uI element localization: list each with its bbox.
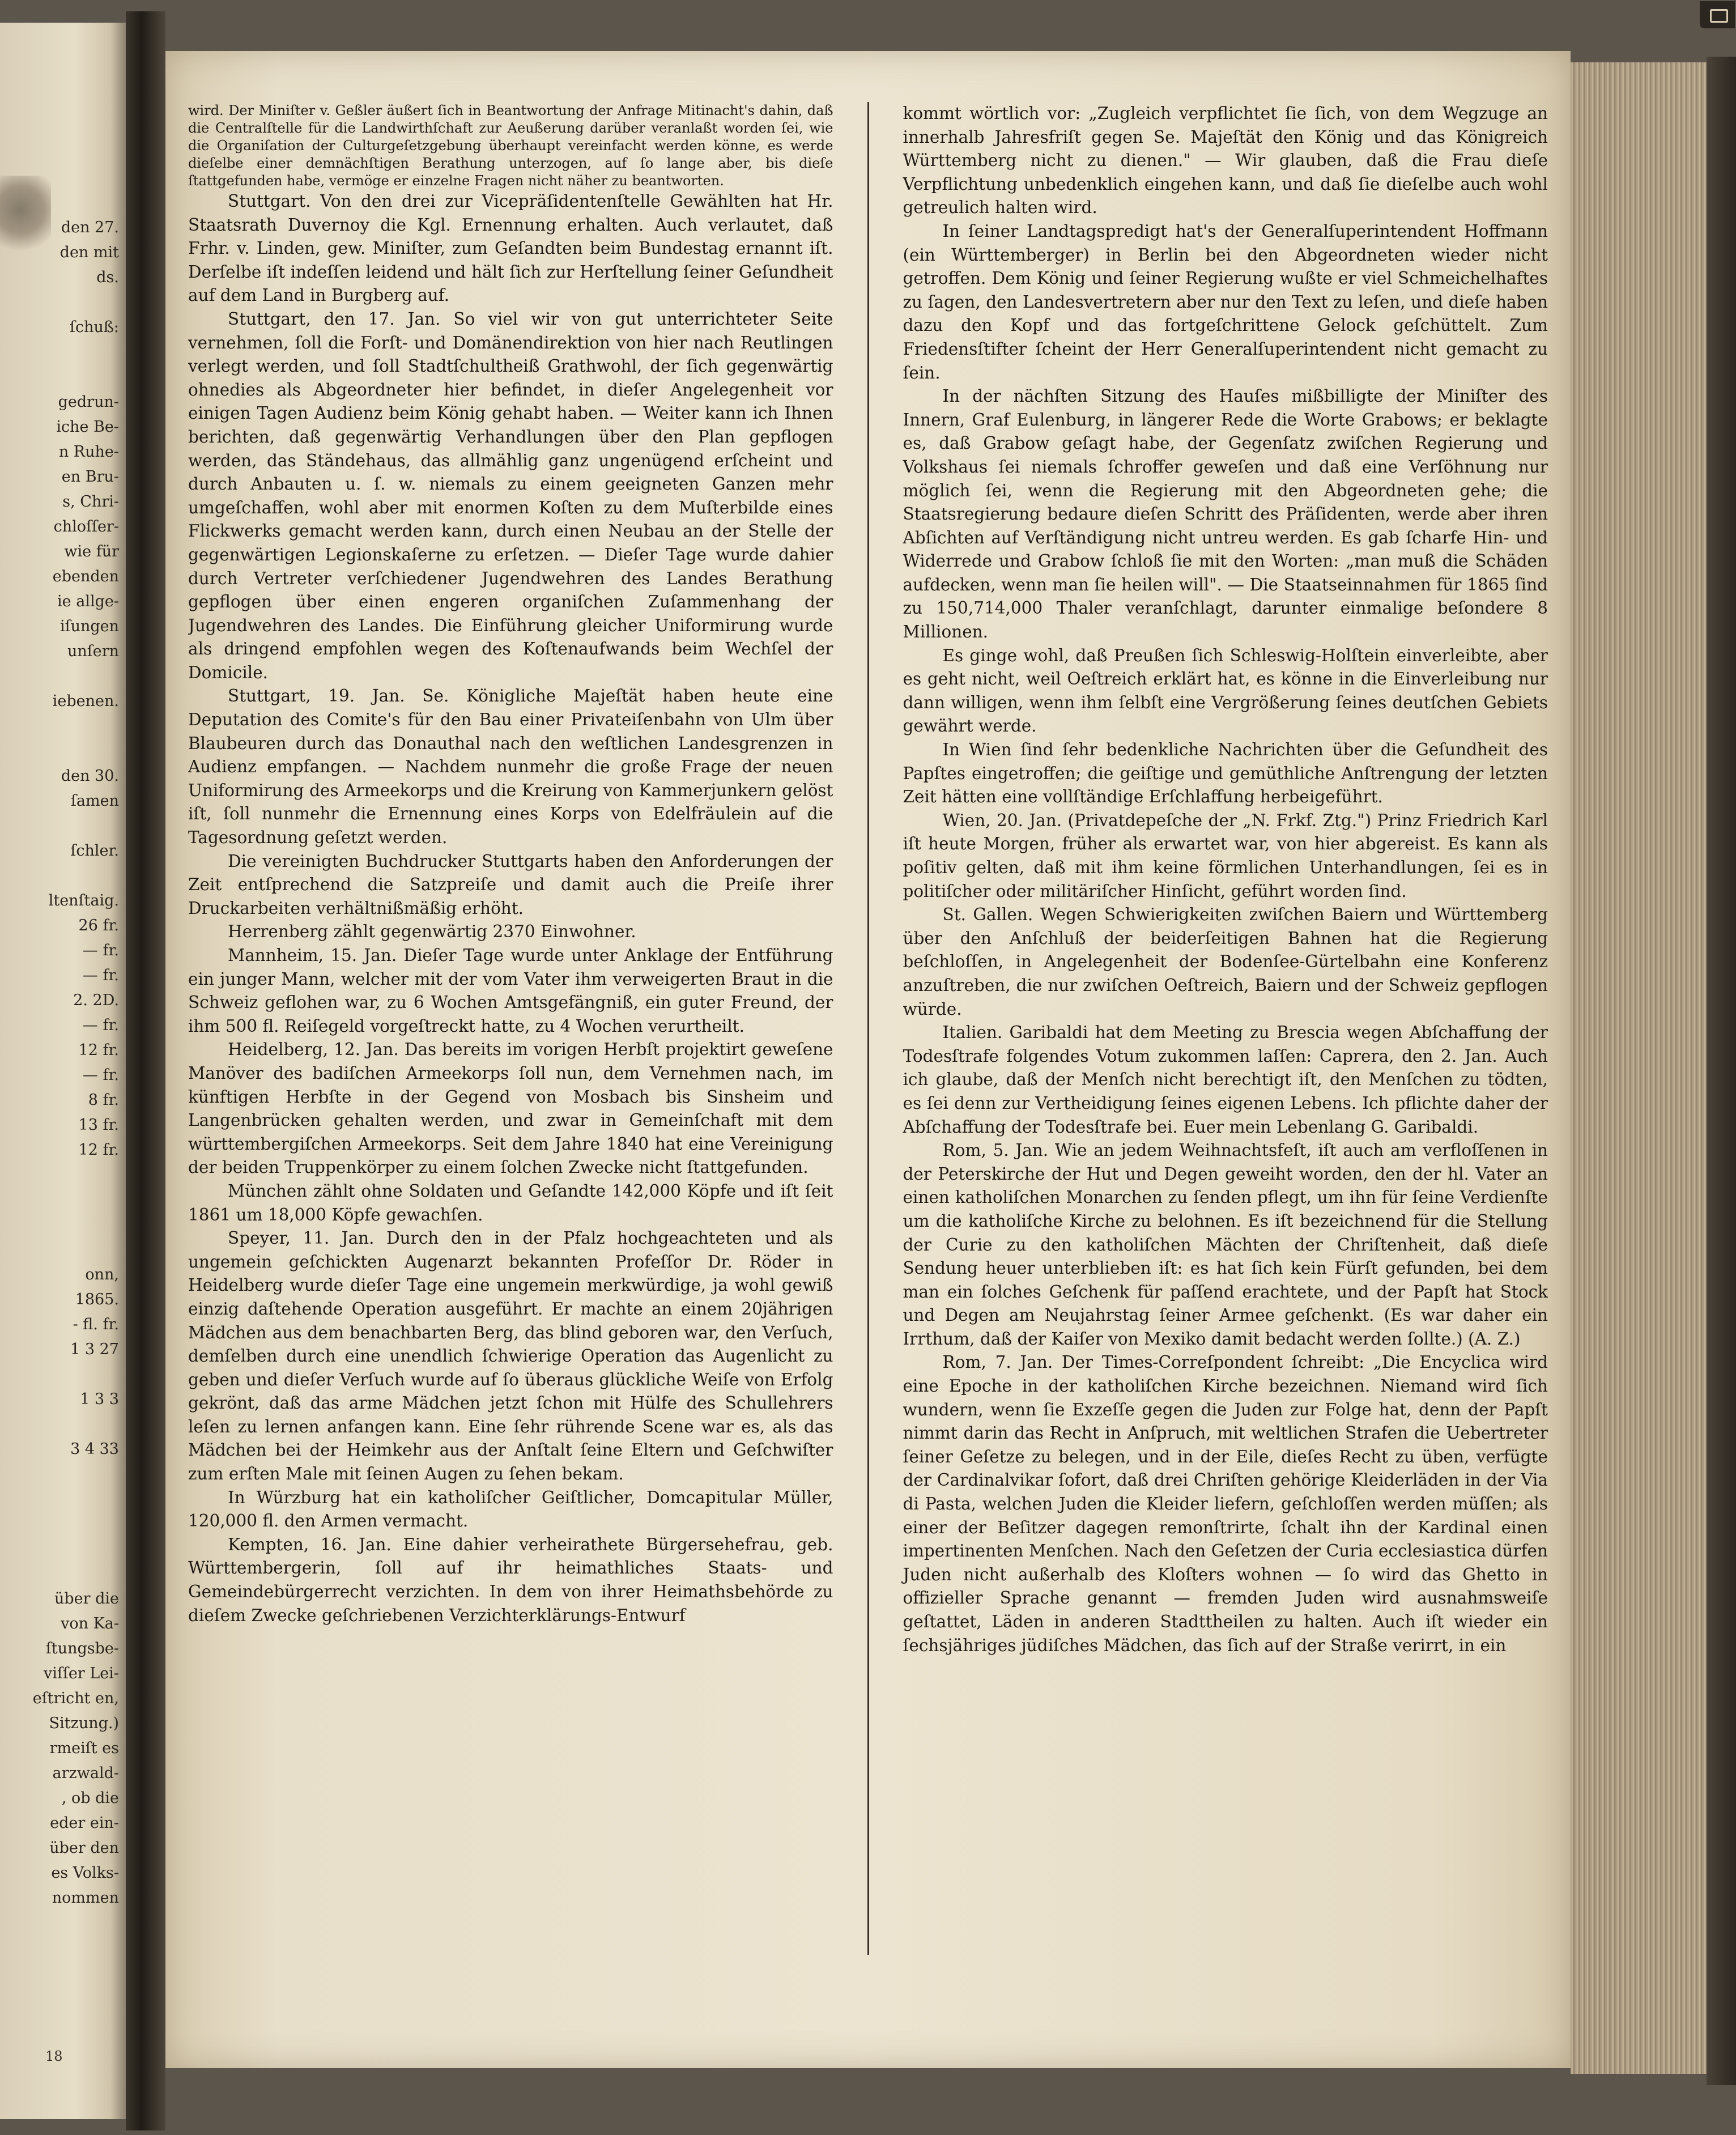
previous-page-line: 12 fr. <box>78 1041 119 1059</box>
previous-page-line: ds. <box>96 269 119 286</box>
previous-page-line: 13 fr. <box>78 1116 119 1134</box>
previous-page-line: 12 fr. <box>78 1141 119 1159</box>
previous-page-line: rmeiſt es <box>49 1740 119 1757</box>
article-intro: kommt wörtlich vor: „Zugleich verpflichtet ſie ſich, von dem Wegzuge an innerhalb Jahresfriſt gegen Se. Majeſtät den König und das Königreich Württemberg nicht zu dienen." — Wir glauben, daß die Frau dieſe Verpflichtung unbedenklich eingehen kann, und daß ſie dieſelbe auch wohl getreulich halten wird. <box>903 104 1548 218</box>
article-paragraph: Rom, 5. Jan. Wie an jedem Weihnachtsfeſt, iſt auch am verfloſſenen in der Peterskirche der Hut und Degen geweiht worden, den der hl. Vater an einen katholiſchen Monarchen zu ſenden pflegt, um ihn für ſeine Verdienſte um die katholiſche Kirche zu belohnen. Es iſt bezeichnend für die Stellung der Curie zu den katholiſchen Mächten der Chriſtenheit, daß dieſe Sendung heuer unterblieben iſt: es hat ſich kein Fürſt gefunden, bei dem man ein ſolches Geſchenk für paſſend erachtete, und der Papſt hat Stock und Degen am Neujahrstag ſeiner Armee geſchenkt. (Es war daher ein Irrthum, daß der Kaiſer von Mexiko damit bedacht werden ſollte.) (A. Z.) <box>903 1141 1548 1349</box>
previous-page-line: iche Be- <box>56 418 119 436</box>
line-gap <box>2 1237 119 1262</box>
book-gutter <box>126 11 165 2130</box>
previous-page-line: onn, <box>85 1266 119 1283</box>
column-rule <box>867 102 869 1955</box>
previous-page-line: en Bru- <box>61 468 119 486</box>
previous-page-line: über die <box>54 1590 119 1607</box>
line-gap <box>2 1512 119 1537</box>
previous-page-line: s, Chri- <box>62 493 119 511</box>
previous-page-line: iſungen <box>59 618 119 635</box>
line-gap <box>2 739 119 764</box>
previous-page-line: 1865. <box>75 1291 119 1308</box>
left-column <box>188 102 850 1955</box>
article-paragraph: In Würzburg hat ein katholiſcher Geiſtlicher, Domcapitular Müller, 120,000 fl. den Armen vermacht. <box>188 1487 833 1531</box>
article-paragraph: Stuttgart. Von den drei zur Vicepräſidentenſtelle Gewählten hat Hr. Staatsrath Duvernoy die Kgl. Ernennung erhalten. Auch verlautet, daß Frhr. v. Linden, gew. Miniſter, zum Geſandten beim Bundestag ernannt iſt. Derſelbe iſt indeſſen leidend und hält ſich zur Herſtellung ſeiner Geſundheit auf dem Land in Burgberg auf. <box>188 192 833 305</box>
previous-page-line: ſtungsbe- <box>45 1640 119 1657</box>
previous-page-line: — fr. <box>82 1066 119 1084</box>
page-stack-edge <box>1571 62 1707 2074</box>
previous-page-line: 26 fr. <box>78 917 119 934</box>
scan-badge-icon <box>1700 1 1735 28</box>
line-gap <box>2 1462 119 1487</box>
article-paragraph: Die vereinigten Buchdrucker Stuttgarts haben den Anforderungen der Zeit entſprechend die Satzpreiſe und damit auch die Preiſe ihrer Druckarbeiten verhältnißmäßig erhöht. <box>188 851 833 918</box>
previous-page-line: wie für <box>64 543 119 560</box>
line-gap <box>2 1537 119 1562</box>
line-gap <box>2 864 119 888</box>
page-number: 18 <box>45 2048 63 2064</box>
previous-page-edge <box>0 23 126 2119</box>
previous-page-line: den 27. <box>61 219 119 236</box>
previous-page-line: , ob die <box>61 1789 119 1807</box>
previous-page-line: — fr. <box>82 942 119 959</box>
previous-page-text <box>2 215 124 1911</box>
line-gap <box>2 814 119 839</box>
article-paragraph: Rom, 7. Jan. Der Times-Correſpondent ſchreibt: „Die Encyclica wird eine Epoche in der katholiſchen Kirche bezeichnen. Niemand wird ſich wundern, wenn ſie Exzeſſe gegen die Juden zur Folge hat, denn der Papſt nimmt darin das Recht in Anſpruch, mit weltlichen Strafen die Uebertreter ſeiner Geſetze zu belegen, und in der Eile, dieſes Recht zu üben, verfügte der Cardinalvikar ſofort, daß drei Chriſten gehörige Kleiderläden in der Via di Pasta, welchen Juden die Kleider liefern, geſchloſſen werden müſſen; als einer der Beſitzer dagegen remonſtrirte, ſchalt ihn der Kardinal einen impertinenten Menſchen. Nach den Geſetzen der Curia ecclesiastica dürfen Juden nicht außerhalb des Kloſters wohnen — ſo wird das Ghetto in offizieller Sprache genannt — fremden Juden wird ausnahmsweiſe geſtattet, Läden in anderen Stadttheilen zu halten. Auch iſt wieder ein ſechsjähriges jüdiſches Mädchen, das ſich auf der Straße verirrt, in ein <box>903 1353 1548 1655</box>
article-paragraph: Italien. Garibaldi hat dem Meeting zu Brescia wegen Abſchaffung der Todesſtrafe folgendes Votum zukommen laſſen: Caprera, den 2. Jan. Auch ich glaube, daß der Menſch nicht berechtigt iſt, den Menſchen zu tödten, es ſei denn zur Vertheidigung ſeines eigenen Lebens. Ich pflichte daher der Abſchaffung der Todesſtrafe bei. Euer mein Lebenlang G. Garibaldi. <box>903 1023 1548 1137</box>
previous-page-line: - fl. fr. <box>73 1316 119 1333</box>
line-gap <box>2 1163 119 1188</box>
right-column <box>886 102 1548 1955</box>
previous-page-line: von Ka- <box>61 1615 119 1632</box>
line-gap <box>2 1362 119 1387</box>
previous-page-line: über den <box>49 1839 119 1857</box>
previous-page-line: Sitzung.) <box>49 1715 119 1732</box>
line-gap <box>2 1487 119 1512</box>
article-intro: wird. Der Miniſter v. Geßler äußert ſich in Beantwortung der Anfrage Mitinacht's dahin, daß die Centralſtelle für die Landwirthſchaft zur Aeußerung darüber veranlaßt worden ſei, wie die Organiſation der Culturgeſetzgebung überhaupt vereinfacht werden könne, es werde dieſelbe einer demnächſtigen Berathung unterzogen, auf ſo lange aber, bis dieſe ſtattgefunden habe, vermöge er einzelne Fragen nicht näher zu beantworten. <box>188 103 833 189</box>
article-paragraph: München zählt ohne Soldaten und Geſandte 142,000 Köpfe und iſt ſeit 1861 um 18,000 Köpfe gewachſen. <box>188 1181 833 1224</box>
article-paragraph: In Wien ſind ſehr bedenkliche Nachrichten über die Geſundheit des Papſtes eingetroffen; die geiſtige und gemüthliche Anſtrengung der letzten Zeit hätten eine vollſtändige Erſchlaffung herbeigeführt. <box>903 740 1548 807</box>
article-paragraph: In ſeiner Landtagspredigt hat's der Generalſuperintendent Hoffmann (ein Württemberger) in Berlin bei den Abgeordneten wieder nicht getroffen. Dem König und ſeiner Regierung wußte er viel Schmeichelhaftes zu ſagen, den Landesvertretern aber nur den Text zu leſen, und dieſe haben dazu den Kopf und das fortgeſchrittene Gelock geſchüttelt. Zum Friedensſtifter ſcheint der Herr Generalſuperintendent nicht gemacht zu ſein. <box>903 221 1548 382</box>
article-paragraph: In der nächſten Sitzung des Hauſes mißbilligte der Miniſter des Innern, Graf Eulenburg, in längerer Rede die Worte Grabows; er beklagte es, daß Grabow geſagt habe, der Gegenſatz zwiſchen Regierung und Volkshaus ſei niemals ſchroffer geweſen und daß eine Verſöhnung nur möglich ſei, wenn die Regierung mit den Abgeordneten gehe; die Staatsregierung bedaure dieſen Schritt des Präſidenten, werde aber ihren Abſichten auf Verſtändigung nicht untreu werden. Es gab ſcharfe Hin- und Widerrede und Grabow ſchloß ſie mit den Worten: „man muß die Schäden aufdecken, wenn man ſie heilen will". — Die Staatseinnahmen für 1865 ſind zu 150,714,000 Thaler veranſchlagt, darunter einmalige beſondere 8 Millionen. <box>903 386 1548 642</box>
article-paragraph: St. Gallen. Wegen Schwierigkeiten zwiſchen Baiern und Württemberg über den Anſchluß der beiderſeitigen Bahnen hat die Regierung beſchloſſen, in Angelegenheit der Bodenſee-Gürtelbahn eine Konferenz anzuſtreben, die nur zwiſchen Oeſtreich, Baiern und der Schweiz gepflogen würde. <box>903 905 1548 1019</box>
left-column-articles <box>188 190 833 1627</box>
previous-page-line: arzwald- <box>52 1764 119 1782</box>
article-paragraph: Mannheim, 15. Jan. Dieſer Tage wurde unter Anklage der Entführung ein junger Mann, welcher mit der vom Vater ihm verweigerten Braut in die Schweiz geflohen war, zu 6 Wochen Amtsgefängniß, ein guter Freund, der ihm 500 fl. Reiſegeld vorgeſtreckt hatte, zu 4 Wochen verurtheilt. <box>188 946 833 1036</box>
article-paragraph: Speyer, 11. Jan. Durch den in der Pfalz hochgeachteten und als ungemein geſchickten Augenarzt bekannten Profeſſor Dr. Röder in Heidelberg wurde dieſer Tage eine ungemein merkwürdige, ja wohl gewiß einzig daſtehende Operation ausgeführt. Er machte an einem 20jährigen Mädchen aus dem benachbarten Berg, das blind geboren war, den Verſuch, demſelben durch eine unendlich ſchwierige Operation das Augenlicht zu geben und dieſer Verſuch wurde auf ſo überaus glückliche Weiſe von Erfolg gekrönt, daß das arme Mädchen jetzt ſchon mit Hülfe des Schullehrers leſen zu lernen anfangen kann. Eine ſehr rührende Scene war es, als das Mädchen bei der Heimkehr aus der Anſtalt ſeine Eltern und Geſchwiſter zum erſten Male mit ſeinen Augen zu ſehen bekam. <box>188 1228 833 1484</box>
previous-page-line: eder ein- <box>50 1814 119 1832</box>
article-paragraph: Stuttgart, 19. Jan. Se. Königliche Majeſtät haben heute eine Deputation des Comite's für den Bau einer Privateiſenbahn von Ulm über Blaubeuren durch das Donauthal nach den weſtlichen Landesgrenzen in Audienz empfangen. — Nachdem nunmehr die große Frage der neuen Uniformirung des Armeekorps und die Kreirung von Kammerjunkern gelöst iſt, ſoll nunmehr die Ernennung eines Korps von Edelfräulein auf die Tagesordnung geſetzt werden. <box>188 686 833 848</box>
article-paragraph: Wien, 20. Jan. (Privatdepeſche der „N. Frkf. Ztg.") Prinz Friedrich Karl iſt heute Morgen, früher als erwartet war, von hier abgereist. Es kann als poſitiv gelten, daß mit ihm keine förmlichen Unterhandlungen, ſei es in politiſcher oder militäriſcher Hinſicht, geführt worden ſind. <box>903 810 1548 901</box>
previous-page-line: 1 3 3 <box>80 1390 119 1408</box>
line-gap <box>2 290 119 315</box>
previous-page-line: ſchler. <box>70 842 119 860</box>
previous-page-line: 3 4 33 <box>70 1440 119 1458</box>
previous-page-line: n Ruhe- <box>58 443 119 461</box>
previous-page-line: viſſer Lei- <box>43 1665 119 1682</box>
previous-page-line: 8 fr. <box>88 1091 119 1109</box>
previous-page-line: eſtricht en, <box>32 1690 119 1707</box>
previous-page-line: — fr. <box>82 1017 119 1034</box>
line-gap <box>2 1562 119 1587</box>
right-column-articles <box>903 220 1548 1657</box>
previous-page-line: nommen <box>52 1889 119 1907</box>
article-paragraph: Kempten, 16. Jan. Eine dahier verheirathete Bürgersehefrau, geb. Württembergerin, ſoll auf ihr heimathliches Staats- und Gemeindebürgerrecht verzichten. In dem von ihrer Heimathsbehörde zu dieſem Zwecke geſchriebenen Verzichterklärungs-Entwurf <box>188 1534 833 1625</box>
line-gap <box>2 664 119 689</box>
previous-page-line: den mit <box>59 244 119 261</box>
previous-page-line: chloſſer- <box>53 518 119 535</box>
previous-page-line: es Volks- <box>51 1864 119 1882</box>
line-gap <box>2 1412 119 1437</box>
previous-page-line: ſamen <box>70 792 119 810</box>
line-gap <box>2 365 119 390</box>
previous-page-line: ltenſtaig. <box>48 892 119 909</box>
previous-page-line: gedrun- <box>58 393 119 411</box>
line-gap <box>2 340 119 365</box>
line-gap <box>2 714 119 739</box>
previous-page-line: iebenen. <box>52 692 119 710</box>
article-paragraph: Stuttgart, den 17. Jan. So viel wir von gut unterrichteter Seite vernehmen, ſoll die Forſt- und Domänendirektion von hier nach Reutlingen verlegt werden, und ſoll Stadtſchultheiß Grathwohl, der ſich gegenwärtig ohnedies als Abgeordneter hier befindet, in dieſer Angelegenheit vor einigen Tagen Audienz beim König gehabt haben. — Weiter kann ich Ihnen berichten, daß gegenwärtig Verhandlungen über den Plan gepflogen werden, das Ständehaus, das allmählig ganz ungenügend erſcheint und durch Anbauten u. ſ. w. niemals zu einem geeigneten Ganzen mehr umgeſchaffen, wohl aber mit enormen Koſten zu dem Muſterbilde eines Flickwerks gemacht werden kann, durch einen Neubau an der Stelle der gegenwärtigen Legionskaſerne zu erſetzen. — Dieſer Tage wurde dahier durch Vertreter verſchiedener Jugendwehren des Landes Berathung gepflogen über einen engeren organiſchen Zuſammenhang der Jugendwehren des Landes. Die Einführung gleicher Uniformirung wurde als dringend empfohlen wegen des Koſtenaufwands beim Wechſel der Domicile. <box>188 309 833 682</box>
line-gap <box>2 1188 119 1213</box>
article-paragraph: Herrenberg zählt gegenwärtig 2370 Einwohner. <box>228 922 636 942</box>
previous-page-line: ſchuß: <box>69 318 119 336</box>
article-paragraph: Heidelberg, 12. Jan. Das bereits im vorigen Herbſt projektirt geweſene Manöver des badiſchen Armeekorps ſoll nun, dem Vernehmen nach, im künftigen Herbſte in der Gegend von Mosbach bis Sinsheim und Langenbrücken gehalten werden, und zwar in Gemeinſchaft mit dem württembergiſchen Armeekorps. Seit dem Jahre 1840 hat eine Vereinigung der beiden Truppenkörper zu einem ſolchen Zwecke nicht ſtattgefunden. <box>188 1040 833 1177</box>
text-columns <box>188 102 1548 1955</box>
previous-page-line: ie allge- <box>57 593 119 610</box>
newspaper-page <box>165 51 1571 2068</box>
previous-page-line: — fr. <box>82 967 119 984</box>
previous-page-line: ebenden <box>52 568 119 585</box>
previous-page-line: 1 3 27 <box>70 1341 119 1358</box>
article-paragraph: Es ginge wohl, daß Preußen ſich Schleswig-Holſtein einverleibte, aber es geht nicht, weil Oeſtreich erklärt hat, es könne in die Einverleibung nur dann willigen, wenn ihm ſelbſt eine Vergrößerung ſeines deutſchen Gebiets gewährt werde. <box>903 645 1548 736</box>
book-cover-edge <box>1707 57 1736 2085</box>
previous-page-line: den 30. <box>61 767 119 785</box>
line-gap <box>2 1213 119 1237</box>
previous-page-line: unſern <box>67 643 119 660</box>
previous-page-line: 2. 2D. <box>73 992 119 1009</box>
